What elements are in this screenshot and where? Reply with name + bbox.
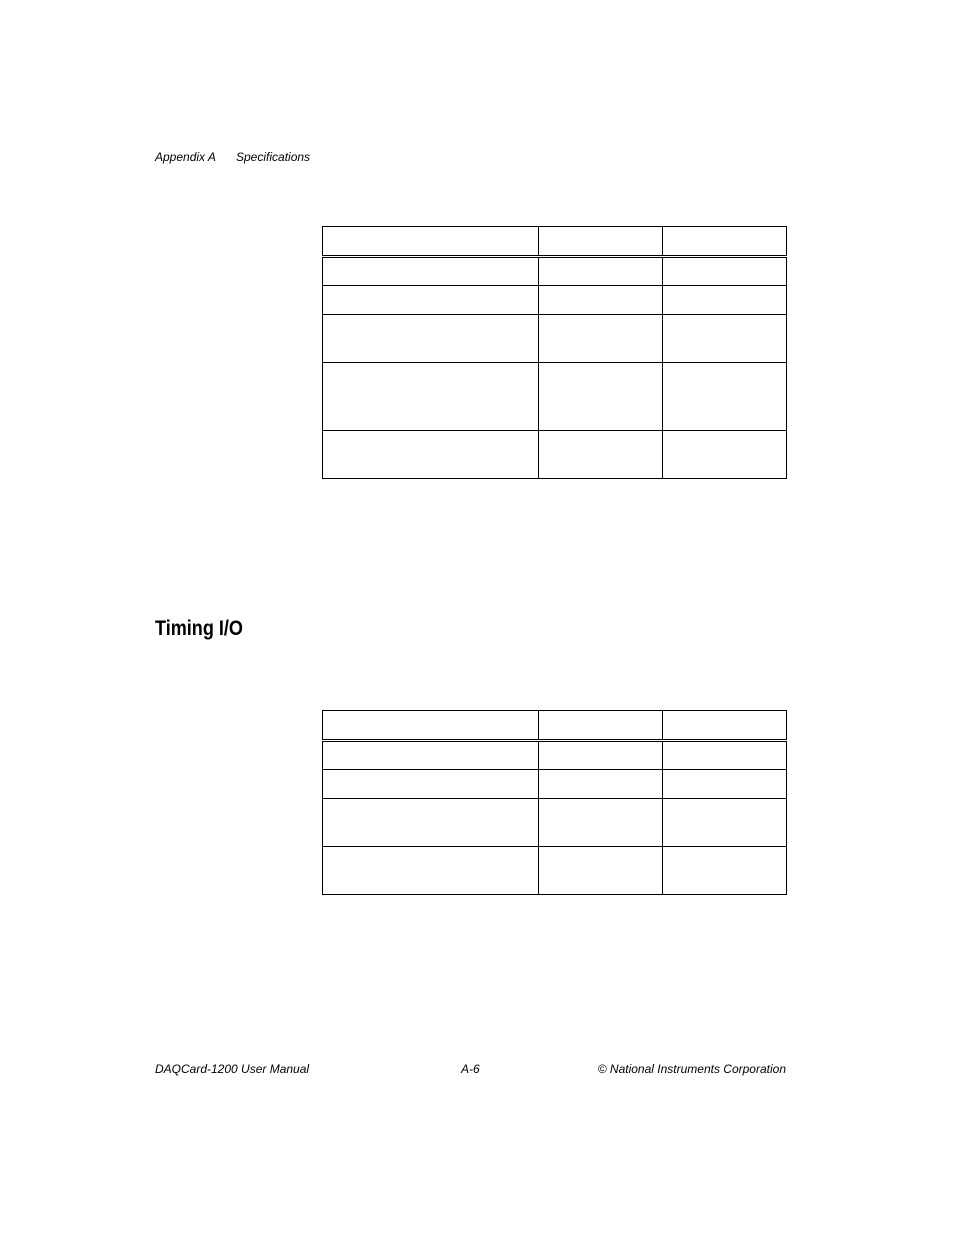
table-row — [323, 363, 787, 431]
running-head-title: Specifications — [236, 150, 311, 164]
table-cell — [539, 363, 663, 431]
table-cell — [323, 711, 539, 741]
table-cell — [663, 711, 787, 741]
table-cell — [539, 286, 663, 315]
table-header-row — [323, 227, 787, 257]
table-cell — [323, 363, 539, 431]
running-head-chapter: Appendix A — [155, 150, 216, 164]
table-cell — [323, 257, 539, 286]
table-cell — [539, 257, 663, 286]
section-heading: Timing I/O — [155, 617, 243, 640]
table-cell — [323, 431, 539, 479]
table-cell — [663, 799, 787, 847]
table-row — [323, 741, 787, 770]
table-cell — [539, 847, 663, 895]
spec-table-2 — [322, 710, 787, 895]
table-row — [323, 257, 787, 286]
spec-table-1 — [322, 226, 787, 479]
table-cell — [323, 315, 539, 363]
table-cell — [663, 741, 787, 770]
footer-copyright: © National Instruments Corporation — [597, 1062, 786, 1076]
table-cell — [539, 711, 663, 741]
table-row — [323, 315, 787, 363]
table-row — [323, 770, 787, 799]
running-head — [155, 150, 310, 164]
table-cell — [539, 799, 663, 847]
table-row — [323, 799, 787, 847]
table-cell — [323, 286, 539, 315]
table-cell — [539, 315, 663, 363]
table-row — [323, 431, 787, 479]
footer-page-number: A-6 — [461, 1062, 480, 1076]
table-cell — [539, 770, 663, 799]
table-cell — [539, 227, 663, 257]
table-cell — [323, 770, 539, 799]
table-header-row — [323, 711, 787, 741]
table-cell — [663, 847, 787, 895]
table-cell — [663, 770, 787, 799]
table-cell — [663, 227, 787, 257]
table-cell — [663, 315, 787, 363]
table-cell — [323, 847, 539, 895]
table-cell — [663, 363, 787, 431]
table-cell — [663, 431, 787, 479]
table-row — [323, 847, 787, 895]
table-cell — [663, 257, 787, 286]
table-cell — [539, 431, 663, 479]
table-cell — [323, 799, 539, 847]
table-cell — [323, 227, 539, 257]
footer-manual-title: DAQCard-1200 User Manual — [155, 1062, 310, 1076]
table-cell — [539, 741, 663, 770]
table-cell — [663, 286, 787, 315]
table-cell — [323, 741, 539, 770]
table-row — [323, 286, 787, 315]
